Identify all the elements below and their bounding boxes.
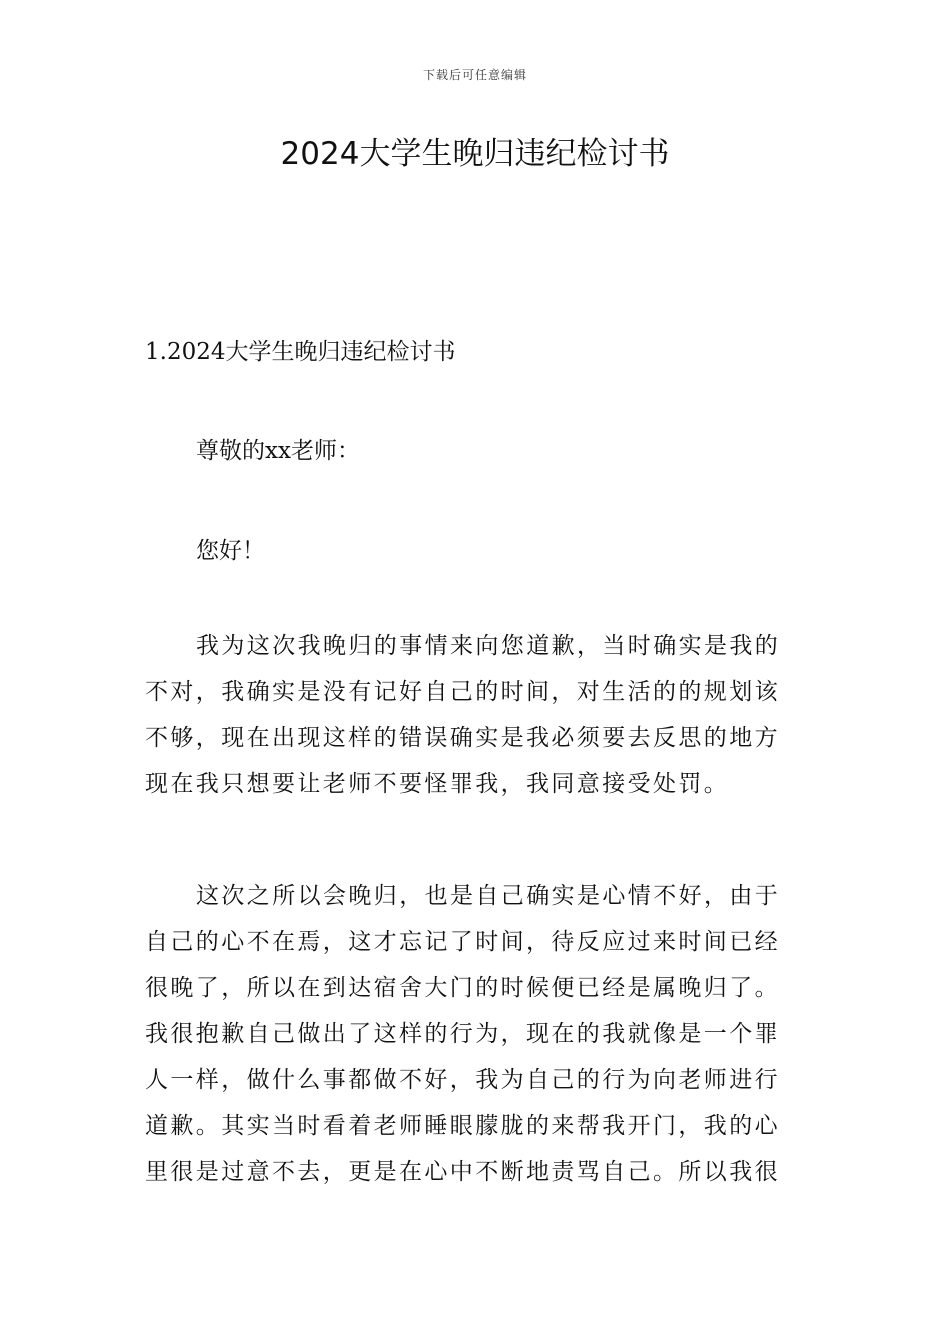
paragraph-line: 现在我只想要让老师不要怪罪我，我同意接受处罚。 (145, 771, 730, 797)
salutation: 尊敬的xx老师： (196, 438, 360, 464)
section-heading: 1.2024大学生晚归违纪检讨书 (145, 339, 456, 365)
paragraph-line: 我为这次我晚归的事情来向您道歉，当时确实是我的 (196, 633, 781, 659)
document-title: 2024大学生晚归违纪检讨书 (280, 136, 670, 172)
paragraph-line: 自己的心不在焉，这才忘记了时间，待反应过来时间已经 (145, 929, 780, 955)
paragraph-line: 人一样，做什么事都做不好，我为自己的行为向老师进行 (145, 1067, 780, 1093)
paragraph-2 (145, 873, 807, 1195)
greeting: 您好！ (196, 538, 265, 564)
paragraph-line: 不够，现在出现这样的错误确实是我必须要去反思的地方 (145, 725, 780, 751)
paragraph-1 (145, 623, 807, 807)
paragraph-line: 道歉。其实当时看着老师睡眼朦胧的来帮我开门，我的心 (145, 1113, 780, 1139)
paragraph-line: 不对，我确实是没有记好自己的时间，对生活的的规划该 (145, 679, 780, 705)
paragraph-line: 里很是过意不去，更是在心中不断地责骂自己。所以我很 (145, 1159, 780, 1185)
paragraph-line: 很晚了，所以在到达宿舍大门的时候便已经是属晚归了。 (145, 975, 780, 1001)
header-note: 下载后可任意编辑 (422, 68, 527, 82)
paragraph-line: 这次之所以会晚归，也是自己确实是心情不好，由于 (196, 883, 781, 909)
paragraph-line: 我很抱歉自己做出了这样的行为，现在的我就像是一个罪 (145, 1021, 780, 1047)
